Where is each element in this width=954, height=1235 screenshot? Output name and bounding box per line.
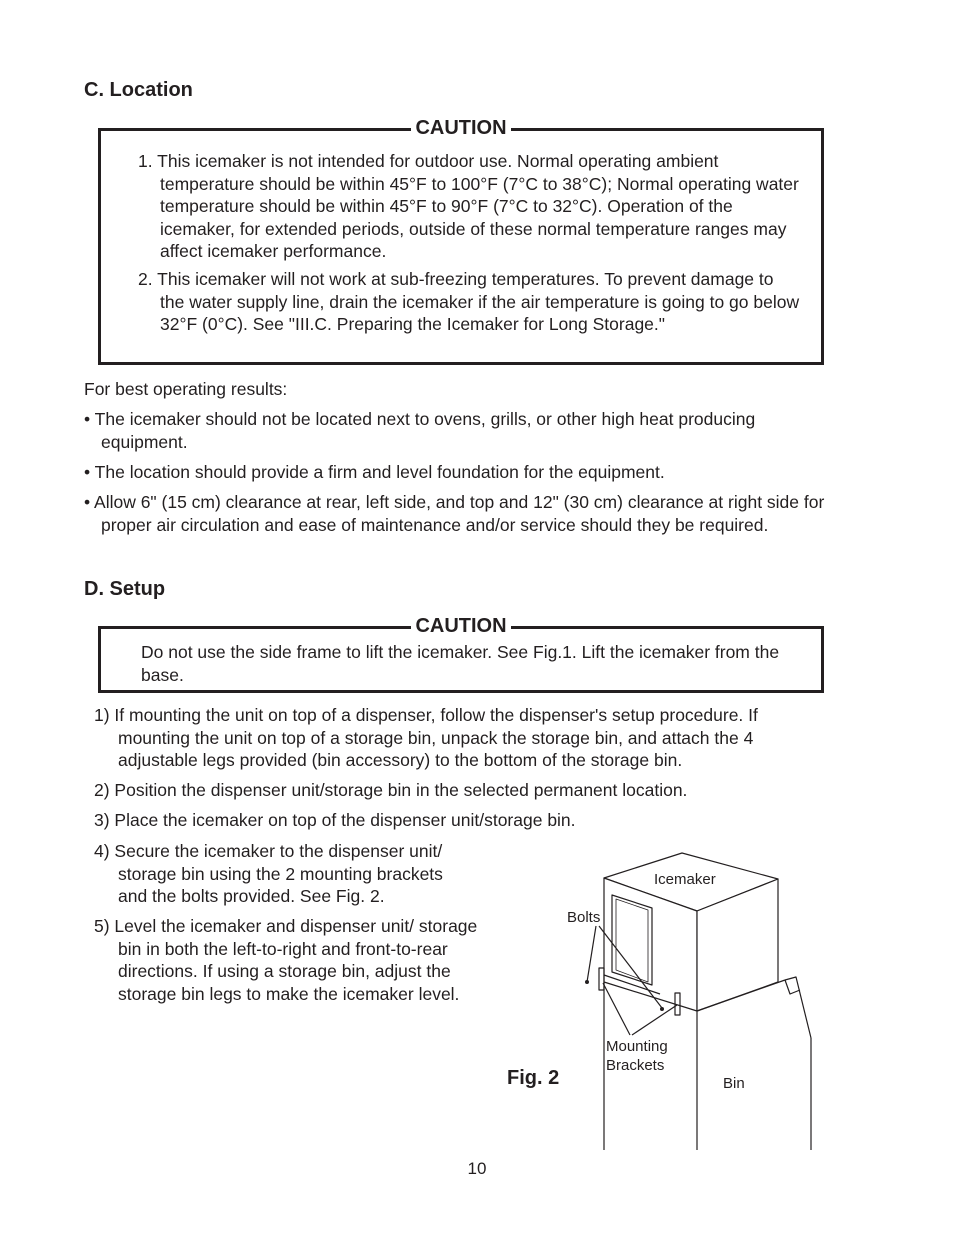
section-c-heading: C. Location — [84, 79, 193, 101]
figure-title: Fig. 2 — [507, 1067, 560, 1089]
best-results-intro: For best operating results: — [84, 379, 288, 399]
section-d-heading: D. Setup — [84, 578, 166, 600]
setup-step-5: 5) Level the icemaker and dispenser unit/ storage bin in both the left-to-right and front-to-rear directions. If using a storage bin, adjust the storage bin legs to make the icemaker level. — [94, 916, 478, 1004]
label-brackets: Brackets — [606, 1057, 665, 1074]
location-bullet-1: • The icemaker should not be located next to ovens, grills, or other high heat producing equipment. — [84, 409, 756, 452]
label-bolts: Bolts — [567, 909, 601, 926]
setup-step-1: 1) If mounting the unit on top of a dispenser, follow the dispenser's setup procedure. If mounting the unit on top of a storage bin, unpack the storage bin, and attach the 4 adjustable legs provided (bin accessory) to the bottom of the storage bin. — [94, 705, 758, 770]
setup-step-2: 2) Position the dispenser unit/storage bin in the selected permanent location. — [94, 780, 688, 800]
setup-step-4: 4) Secure the icemaker to the dispenser unit/ storage bin using the 2 mounting brackets and the bolts provided. See Fig. 2. — [94, 841, 443, 906]
location-bullet-3: • Allow 6" (15 cm) clearance at rear, left side, and top and 12" (30 cm) clearance at right side for proper air circulation and ease of maintenance and/or service should they be required. — [84, 492, 825, 535]
setup-caution-text: Do not use the side frame to lift the icemaker. See Fig.1. Lift the icemaker from the base. — [141, 642, 780, 685]
location-bullet-2: • The location should provide a firm and level foundation for the equipment. — [84, 462, 665, 482]
page-number: 10 — [467, 1159, 487, 1178]
caution-item-1: 1. This icemaker is not intended for outdoor use. Normal operating ambient temperature should be within 45°F to 100°F (7°C to 38°C); Normal operating water temperature should be within 45°F to 90°F (7°C to 32°C). Operation of the icemaker, for extended periods, outside of these normal temperature ranges may affect icemaker performance. — [138, 151, 799, 261]
caution-label: CAUTION — [101, 118, 821, 138]
label-bin: Bin — [723, 1075, 745, 1092]
setup-step-3: 3) Place the icemaker on top of the dispenser unit/storage bin. — [94, 810, 576, 830]
caution-label: CAUTION — [101, 616, 821, 636]
label-icemaker: Icemaker — [654, 871, 716, 888]
label-mounting: Mounting — [606, 1038, 668, 1055]
caution-item-2: 2. This icemaker will not work at sub-freezing temperatures. To prevent damage to the water supply line, drain the icemaker if the air temperature is going to go below 32°F (0°C). See "III.C. Preparing the Icemaker for Long Storage." — [138, 269, 800, 334]
